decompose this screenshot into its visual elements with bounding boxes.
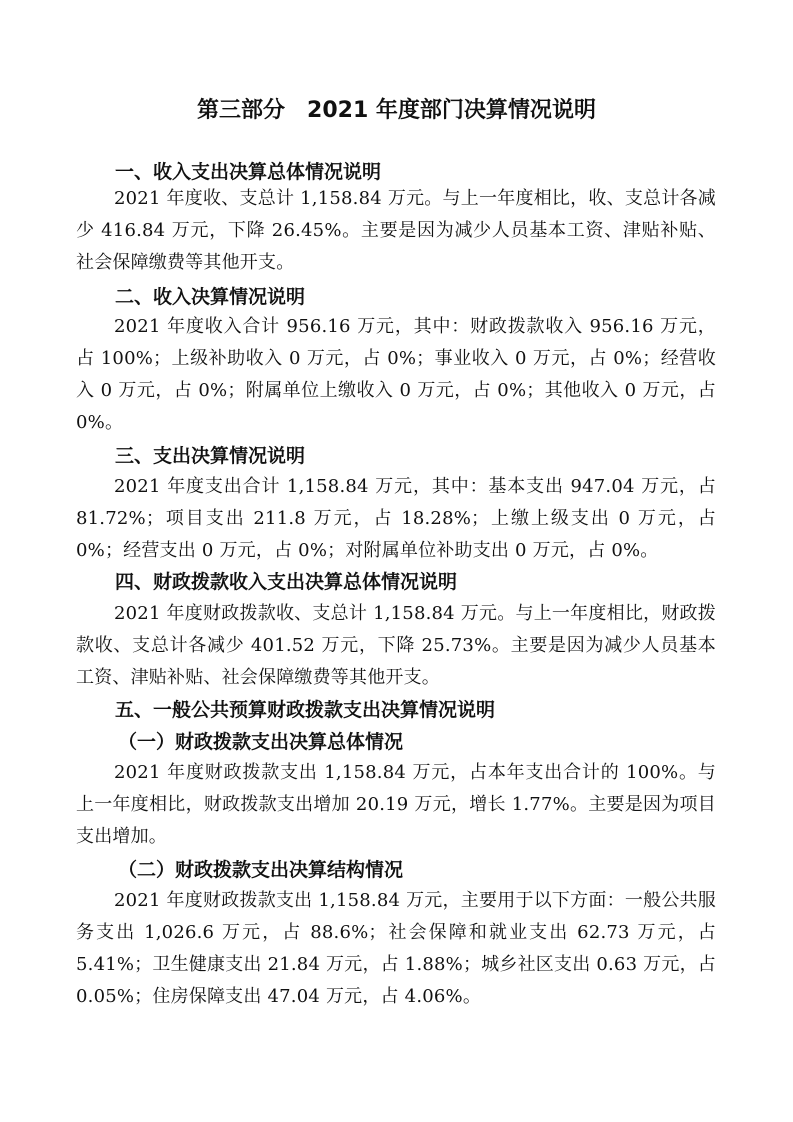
subsection-heading-1: （一）财政拨款支出决算总体情况 (118, 731, 404, 753)
section-heading-3: 三、支出决算情况说明 (115, 445, 306, 467)
section-heading-2: 二、收入决算情况说明 (115, 286, 306, 308)
section-body-1: 2021 年度收、支总计 1,158.84 万元。与上一年度相比，收、支总计各减少 416.84 万元，下降 26.45%。主要是因为减少人员基本工资、津贴补贴、社会保障缴费等其他开支。 (76, 188, 716, 273)
subsection-body-1: 2021 年度财政拨款支出 1,158.84 万元，占本年支出合计的 100%。与上一年度相比，财政拨款支出增加 20.19 万元，增长 1.77%。主要是因为项目支出增加。 (76, 762, 716, 847)
section-heading-5: 五、一般公共预算财政拨款支出决算情况说明 (115, 699, 496, 721)
section-body-4: 2021 年度财政拨款收、支总计 1,158.84 万元。与上一年度相比，财政拨款收、支总计各减少 401.52 万元，下降 25.73%。主要是因为减少人员基本工资、津贴补贴、社会保障缴费等其他开支。 (76, 603, 716, 688)
section-body-2: 2021 年度收入合计 956.16 万元，其中：财政拨款收入 956.16 万元，占 100%；上级补助收入 0 万元，占 0%；事业收入 0 万元，占 0%；经营收入 0 万元，占 0%；附属单位上缴收入 0 万元，占 0%；其他收入 0 万元，占 0%。 (76, 316, 716, 433)
subsection-heading-2: （二）财政拨款支出决算结构情况 (118, 859, 404, 881)
section-heading-1: 一、收入支出决算总体情况说明 (115, 161, 382, 183)
section-heading-4: 四、财政拨款收入支出决算总体情况说明 (115, 571, 458, 593)
subsection-body-2: 2021 年度财政拨款支出 1,158.84 万元，主要用于以下方面：一般公共服务支出 1,026.6 万元，占 88.6%；社会保障和就业支出 62.73 万元，占 5.41%；卫生健康支出 21.84 万元，占 1.88%；城乡社区支出 0.63 万元，占 0.05%；住房保障支出 47.04 万元，占 4.06%。 (76, 890, 716, 1007)
page-title: 第三部分 2021 年度部门决算情况说明 (197, 98, 596, 123)
section-body-3: 2021 年度支出合计 1,158.84 万元，其中：基本支出 947.04 万元，占 81.72%；项目支出 211.8 万元，占 18.28%；上缴上级支出 0 万元，占 0%；经营支出 0 万元，占 0%；对附属单位补助支出 0 万元，占 0%。 (76, 476, 716, 561)
